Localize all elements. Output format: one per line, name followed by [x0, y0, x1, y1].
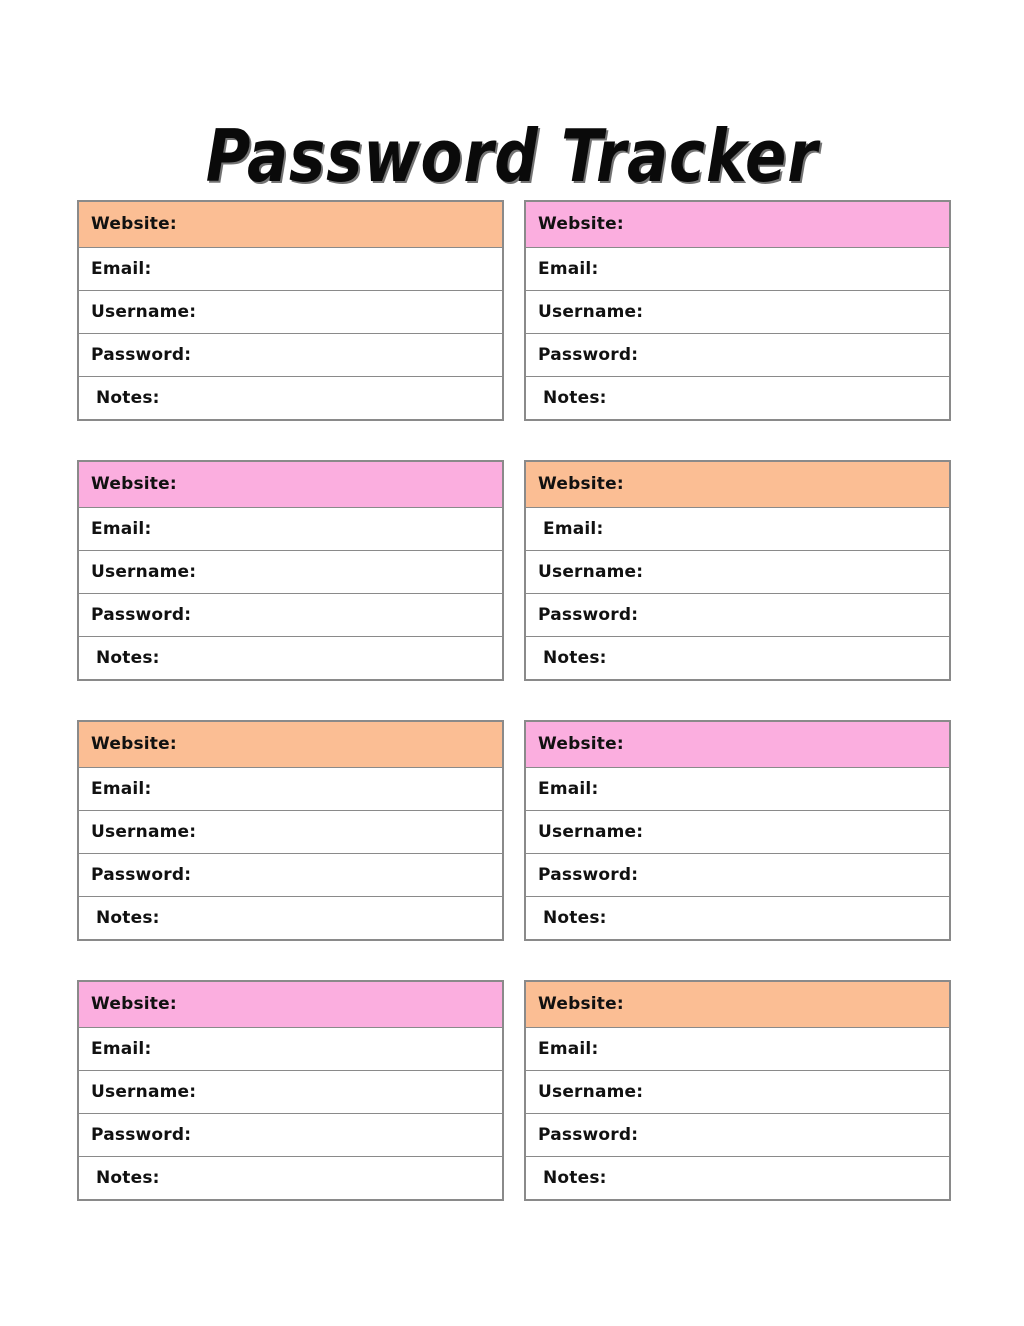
- field-label-notes: Notes:: [543, 647, 607, 668]
- card-field-email[interactable]: [79, 1027, 502, 1070]
- card-field-email[interactable]: [79, 507, 502, 550]
- card-field-notes[interactable]: [526, 896, 949, 939]
- field-label-email: Email:: [91, 518, 152, 539]
- password-entry-grid: [77, 200, 951, 1201]
- field-label-website: Website:: [91, 214, 177, 234]
- field-label-website: Website:: [91, 474, 177, 494]
- card-field-password[interactable]: [526, 853, 949, 896]
- field-label-website: Website:: [538, 214, 624, 234]
- card-field-username[interactable]: [79, 810, 502, 853]
- field-label-notes: Notes:: [543, 907, 607, 928]
- field-label-website: Website:: [91, 994, 177, 1014]
- card-field-email[interactable]: [79, 767, 502, 810]
- card-field-notes[interactable]: [79, 1156, 502, 1199]
- card-field-email[interactable]: [526, 247, 949, 290]
- field-label-password: Password:: [538, 1124, 639, 1145]
- field-label-password: Password:: [91, 604, 192, 625]
- password-entry-card: [524, 720, 951, 941]
- password-entry-card: [77, 980, 504, 1201]
- card-field-username[interactable]: [526, 290, 949, 333]
- card-header-website[interactable]: [79, 722, 502, 767]
- field-label-notes: Notes:: [96, 907, 160, 928]
- card-field-notes[interactable]: [79, 896, 502, 939]
- password-entry-card: [524, 980, 951, 1201]
- password-entry-card: [77, 460, 504, 681]
- card-field-password[interactable]: [526, 593, 949, 636]
- card-field-email[interactable]: [526, 1027, 949, 1070]
- field-label-username: Username:: [91, 301, 197, 322]
- field-label-email: Email:: [91, 1038, 152, 1059]
- card-header-website[interactable]: [526, 982, 949, 1027]
- field-label-username: Username:: [538, 301, 644, 322]
- card-field-email[interactable]: [526, 767, 949, 810]
- card-field-username[interactable]: [526, 1070, 949, 1113]
- field-label-password: Password:: [538, 604, 639, 625]
- field-label-password: Password:: [91, 864, 192, 885]
- card-field-notes[interactable]: [79, 636, 502, 679]
- field-label-notes: Notes:: [96, 387, 160, 408]
- field-label-email: Email:: [538, 258, 599, 279]
- field-label-website: Website:: [538, 994, 624, 1014]
- password-entry-card: [524, 460, 951, 681]
- card-header-website[interactable]: [79, 982, 502, 1027]
- field-label-password: Password:: [538, 344, 639, 365]
- card-header-website[interactable]: [79, 202, 502, 247]
- card-field-notes[interactable]: [526, 636, 949, 679]
- card-field-username[interactable]: [526, 810, 949, 853]
- field-label-email: Email:: [543, 518, 604, 539]
- field-label-notes: Notes:: [543, 1167, 607, 1188]
- field-label-email: Email:: [91, 778, 152, 799]
- card-field-username[interactable]: [79, 550, 502, 593]
- field-label-password: Password:: [91, 1124, 192, 1145]
- field-label-email: Email:: [91, 258, 152, 279]
- field-label-website: Website:: [538, 474, 624, 494]
- card-header-website[interactable]: [526, 462, 949, 507]
- password-entry-card: [77, 720, 504, 941]
- password-entry-card: [524, 200, 951, 421]
- field-label-email: Email:: [538, 778, 599, 799]
- card-header-website[interactable]: [79, 462, 502, 507]
- card-field-email[interactable]: [79, 247, 502, 290]
- card-header-website[interactable]: [526, 202, 949, 247]
- card-field-password[interactable]: [79, 333, 502, 376]
- card-field-email[interactable]: [526, 507, 949, 550]
- field-label-username: Username:: [91, 1081, 197, 1102]
- field-label-password: Password:: [538, 864, 639, 885]
- field-label-notes: Notes:: [96, 647, 160, 668]
- card-field-notes[interactable]: [526, 376, 949, 419]
- card-field-username[interactable]: [526, 550, 949, 593]
- card-field-username[interactable]: [79, 290, 502, 333]
- field-label-email: Email:: [538, 1038, 599, 1059]
- card-field-password[interactable]: [526, 1113, 949, 1156]
- field-label-username: Username:: [538, 1081, 644, 1102]
- card-field-notes[interactable]: [79, 376, 502, 419]
- field-label-notes: Notes:: [543, 387, 607, 408]
- card-field-password[interactable]: [526, 333, 949, 376]
- card-field-notes[interactable]: [526, 1156, 949, 1199]
- field-label-username: Username:: [538, 821, 644, 842]
- page-title: Password Tracker: [205, 114, 819, 199]
- field-label-password: Password:: [91, 344, 192, 365]
- field-label-website: Website:: [91, 734, 177, 754]
- card-field-password[interactable]: [79, 1113, 502, 1156]
- card-field-password[interactable]: [79, 593, 502, 636]
- card-field-username[interactable]: [79, 1070, 502, 1113]
- field-label-notes: Notes:: [96, 1167, 160, 1188]
- field-label-website: Website:: [538, 734, 624, 754]
- password-entry-card: [77, 200, 504, 421]
- field-label-username: Username:: [538, 561, 644, 582]
- field-label-username: Username:: [91, 561, 197, 582]
- card-field-password[interactable]: [79, 853, 502, 896]
- field-label-username: Username:: [91, 821, 197, 842]
- card-header-website[interactable]: [526, 722, 949, 767]
